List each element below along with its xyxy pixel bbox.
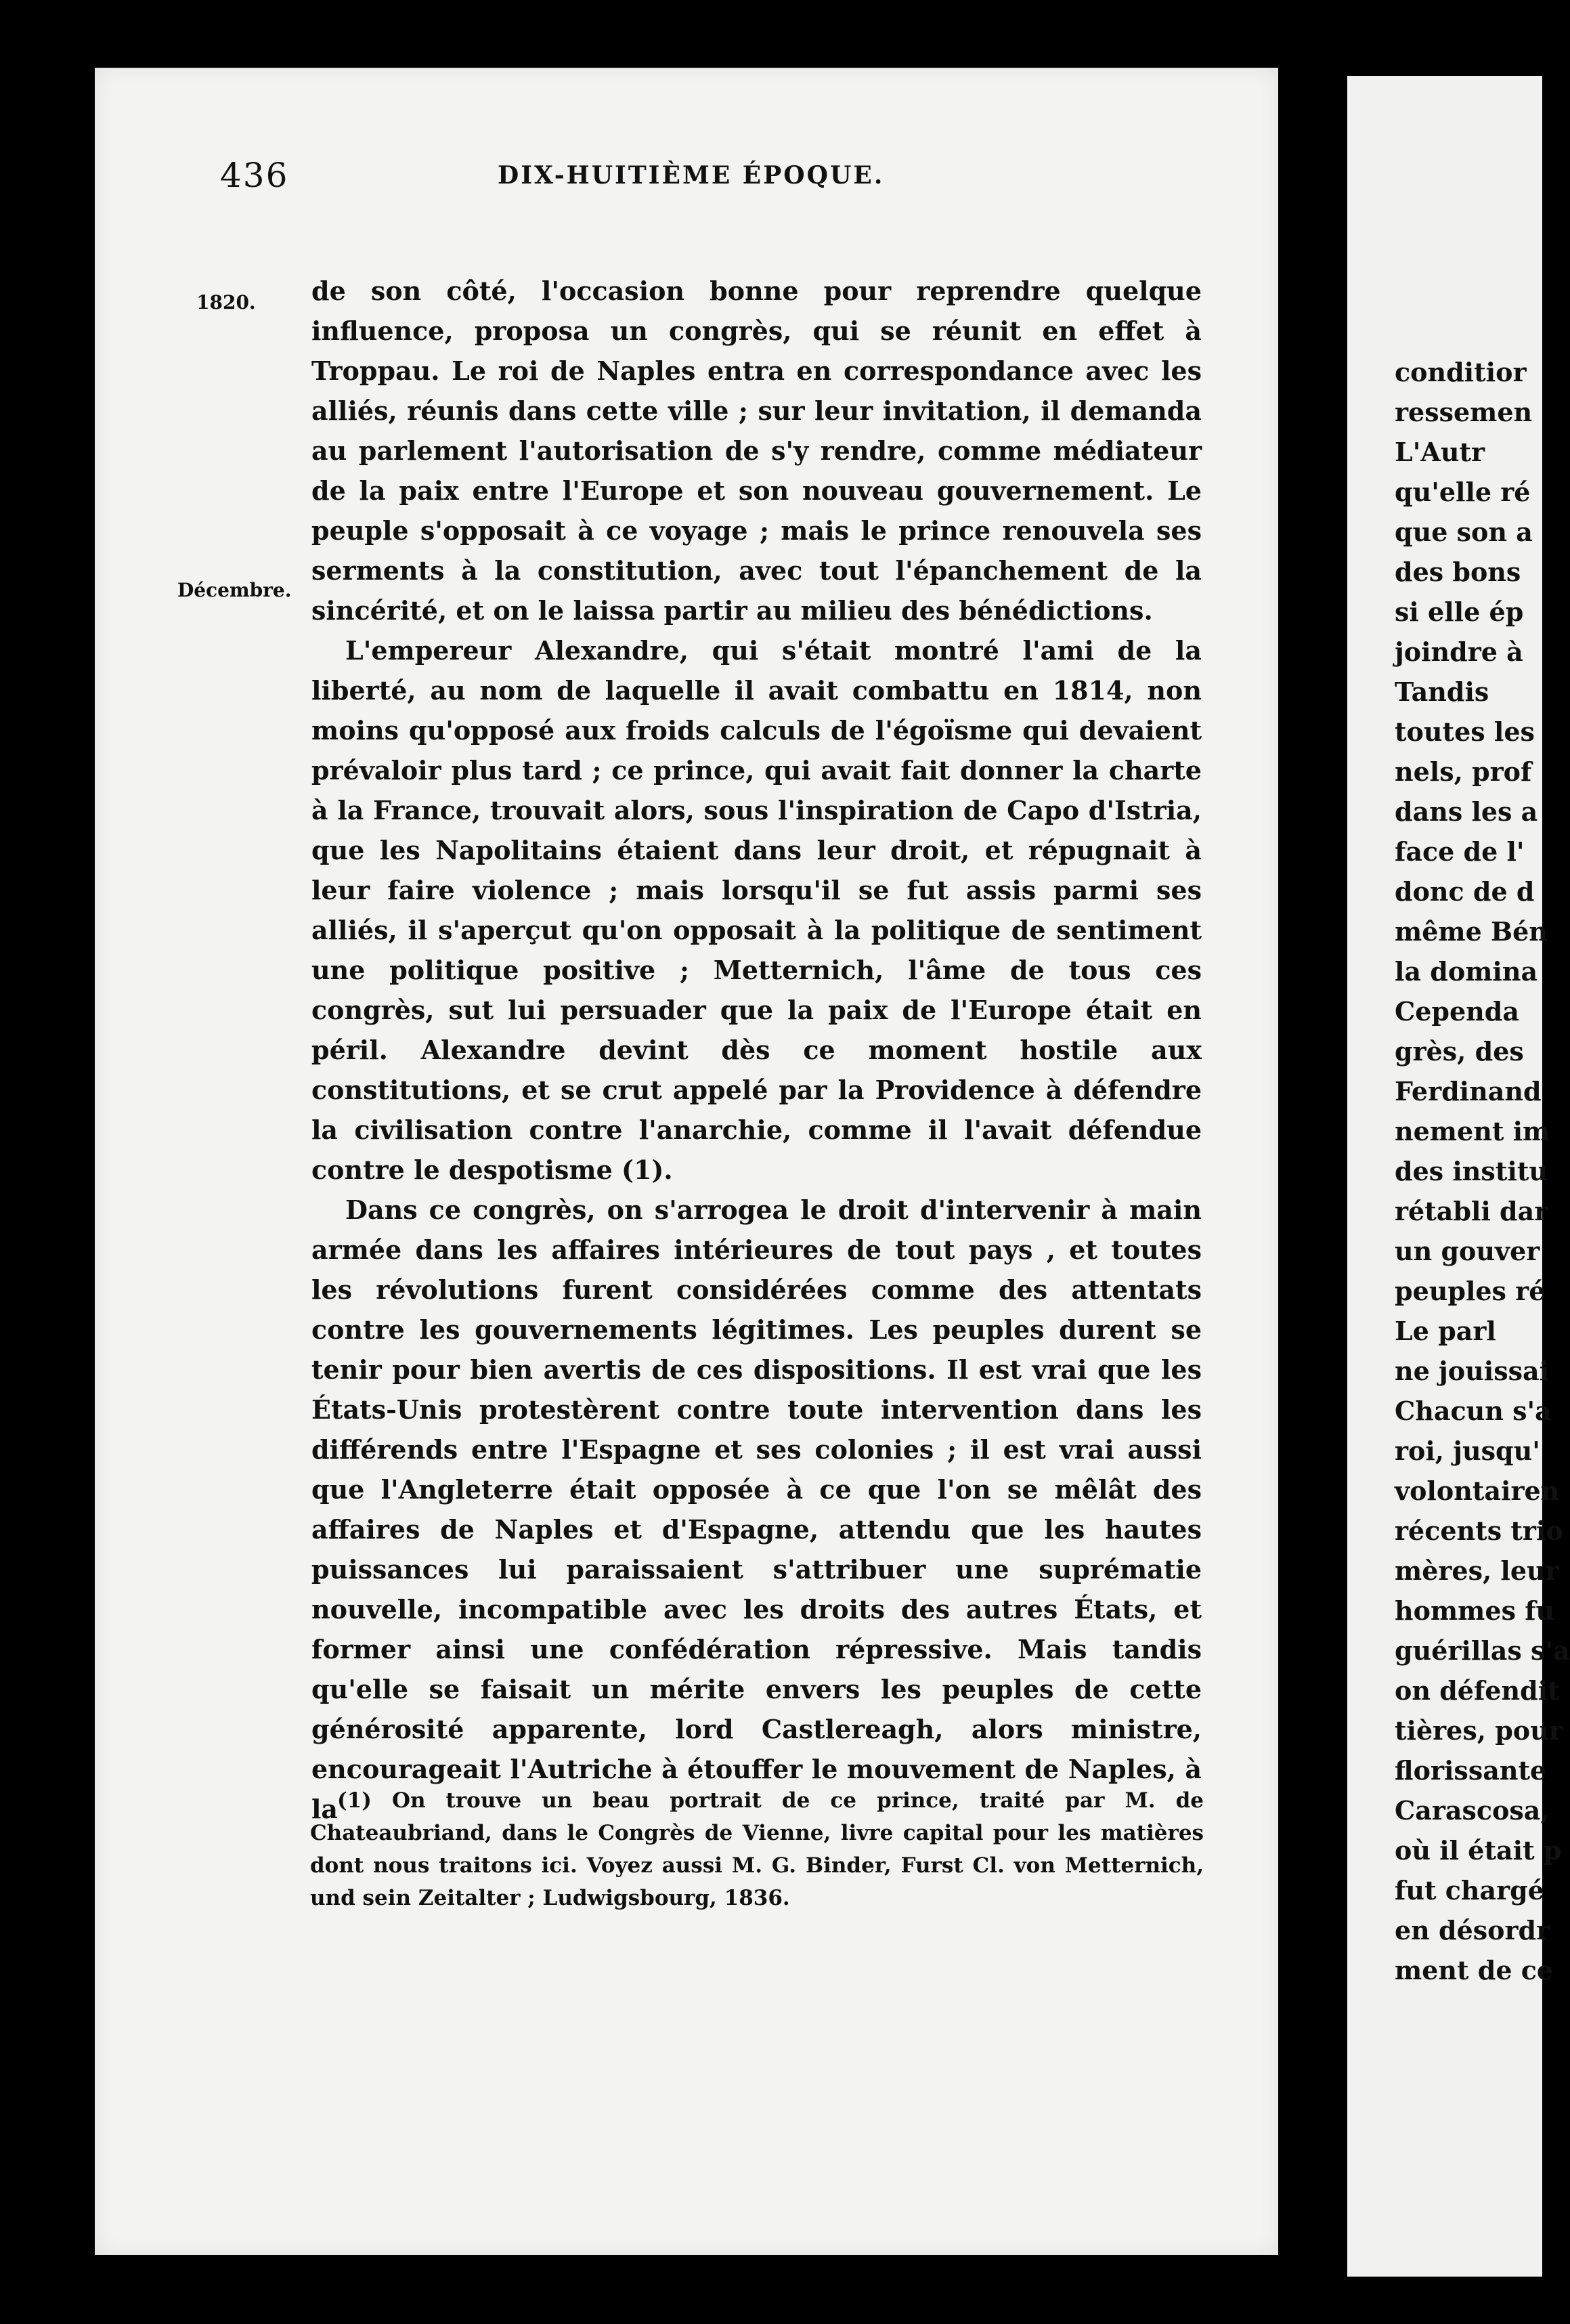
footnotes [310, 1784, 1204, 1914]
facing-page-line: si elle ép [1395, 597, 1524, 627]
page-number: 436 [220, 156, 289, 195]
facing-page-line: volontairen [1395, 1476, 1560, 1506]
body-text [311, 271, 1202, 1829]
facing-page-line: où il était p [1395, 1835, 1562, 1866]
facing-page-line: des institu [1395, 1156, 1548, 1186]
facing-page-line: peuples ré [1395, 1276, 1546, 1306]
paragraph-2: L'empereur Alexandre, qui s'était montré l'ami de la liberté, au nom de laquelle il avait combattu en 1814, non moins qu'opposé aux froids calculs de l'égoïsme qui devaient prévaloir plus tard ; ce prince, qui avait fait donner la charte à la France, trouvait alors, sous l'inspiration de Capo d'Istria, que les Napolitains étaient dans leur droit, et répugnait à leur faire violence ; mais lorsqu'il se fut assis parmi ses alliés, il s'aperçut qu'on opposait à la politique de sentiment une politique positive ; Metternich, l'âme de tous ces congrès, sut lui persuader que la paix de l'Europe était en péril. Alexandre devint dès ce moment hostile aux constitutions, et se crut appelé par la Providence à défendre la civilisation contre l'anarchie, comme il l'avait défendue contre le despotisme (1). [311, 635, 1202, 1185]
facing-page-line: mères, leur [1395, 1555, 1559, 1586]
facing-page-line: donc de d [1395, 876, 1535, 907]
facing-page-line: un gouver [1395, 1236, 1540, 1266]
facing-page-line: Chacun s'a [1395, 1396, 1552, 1426]
facing-page-line: ressemen [1395, 397, 1533, 427]
running-header [220, 156, 1219, 196]
facing-page-line: conditior [1395, 357, 1527, 387]
facing-page-line: roi, jusqu' [1395, 1436, 1540, 1466]
paragraph-1: de son côté, l'occasion bonne pour reprendre quelque influence, proposa un congrès, qui se réunit en effet à Troppau. Le roi de Naples entra en correspondance avec les alliés, réunis dans cette ville ; sur leur invitation, il demanda au parlement l'autorisation de s'y rendre, comme médiateur de la paix entre l'Europe et son nouveau gouvernement. Le peuple s'opposait à ce voyage ; mais le prince renouvela ses serments à la constitution, avec tout l'épanchement de la sincérité, et on le laissa partir au milieu des bénédictions. [311, 276, 1202, 626]
facing-page-line: Cependa [1395, 996, 1519, 1027]
facing-page-line: florissante [1395, 1755, 1547, 1786]
facing-page-line: qu'elle ré [1395, 477, 1531, 507]
facing-page-line: des bons [1395, 557, 1521, 587]
facing-page-line: dans les a [1395, 796, 1538, 827]
paragraph-3: Dans ce congrès, on s'arrogea le droit d'intervenir à main armée dans les affaires intérieures de tout pays , et toutes les révolutions furent considérées comme des attentats contre les gouvernements légitimes. Les peuples durent se tenir pour bien avertis de ces dispositions. Il est vrai que les États-Unis protestèrent contre toute intervention dans les différends entre l'Espagne et ses colonies ; il est vrai aussi que l'Angleterre était opposée à ce que l'on se mêlât des affaires de Naples et d'Espagne, attendu que les hautes puissances lui paraissaient s'attribuer une suprématie nouvelle, incompatible avec les droits des autres États, et former ainsi une confédération répressive. Mais tandis qu'elle se faisait un mérite envers les peuples de cette générosité apparente, lord Castlereagh, alors ministre, encourageait l'Autriche à étouffer le mouvement de Naples, à la [311, 1195, 1202, 1824]
facing-page-line: même Bén [1395, 916, 1548, 947]
facing-page-line: face de l' [1395, 836, 1525, 867]
facing-page-line: rétabli dar [1395, 1196, 1548, 1226]
facing-page-text [1395, 352, 1570, 1990]
facing-page-line: récents trio [1395, 1515, 1563, 1546]
facing-page-line: joindre à [1395, 637, 1523, 667]
facing-page-line: on défendit [1395, 1675, 1560, 1706]
facing-page-line: Ferdinand [1395, 1076, 1542, 1106]
running-title: DIX-HUITIÈME ÉPOQUE. [498, 161, 885, 190]
facing-page-line: L'Autr [1395, 437, 1485, 467]
facing-page-line: la domina [1395, 956, 1538, 987]
facing-page-line: grès, des [1395, 1036, 1524, 1067]
facing-page-line: fut chargé [1395, 1875, 1544, 1906]
facing-page-line: en désordr [1395, 1915, 1550, 1945]
margin-year: 1820. [196, 291, 256, 314]
facing-page-line: ment de ce [1395, 1955, 1554, 1985]
facing-page-line: nels, prof [1395, 756, 1532, 787]
facing-page-line: Carascosa, [1395, 1795, 1550, 1826]
facing-page-line: hommes fu [1395, 1595, 1555, 1626]
facing-page-line: Le parl [1395, 1316, 1496, 1346]
margin-month: Décembre. [177, 579, 292, 601]
facing-page-line: que son a [1395, 517, 1533, 547]
facing-page-line: ne jouissai [1395, 1356, 1550, 1386]
footnote-1: (1) On trouve un beau portrait de ce prince, traité par M. de Chateaubriand, dans le Congrès de Vienne, livre capital pour les matières dont nous traitons ici. Voyez aussi M. G. Binder, Furst Cl. von Metternich, und sein Zeitalter ; Ludwigsbourg, 1836. [310, 1788, 1204, 1910]
facing-page-line: toutes les [1395, 716, 1535, 747]
facing-page-line: guérillas s'a [1395, 1635, 1570, 1666]
facing-page-line: Tandis [1395, 676, 1489, 707]
facing-page-line: nement im [1395, 1116, 1550, 1146]
facing-page-line: tières, pour [1395, 1715, 1563, 1746]
